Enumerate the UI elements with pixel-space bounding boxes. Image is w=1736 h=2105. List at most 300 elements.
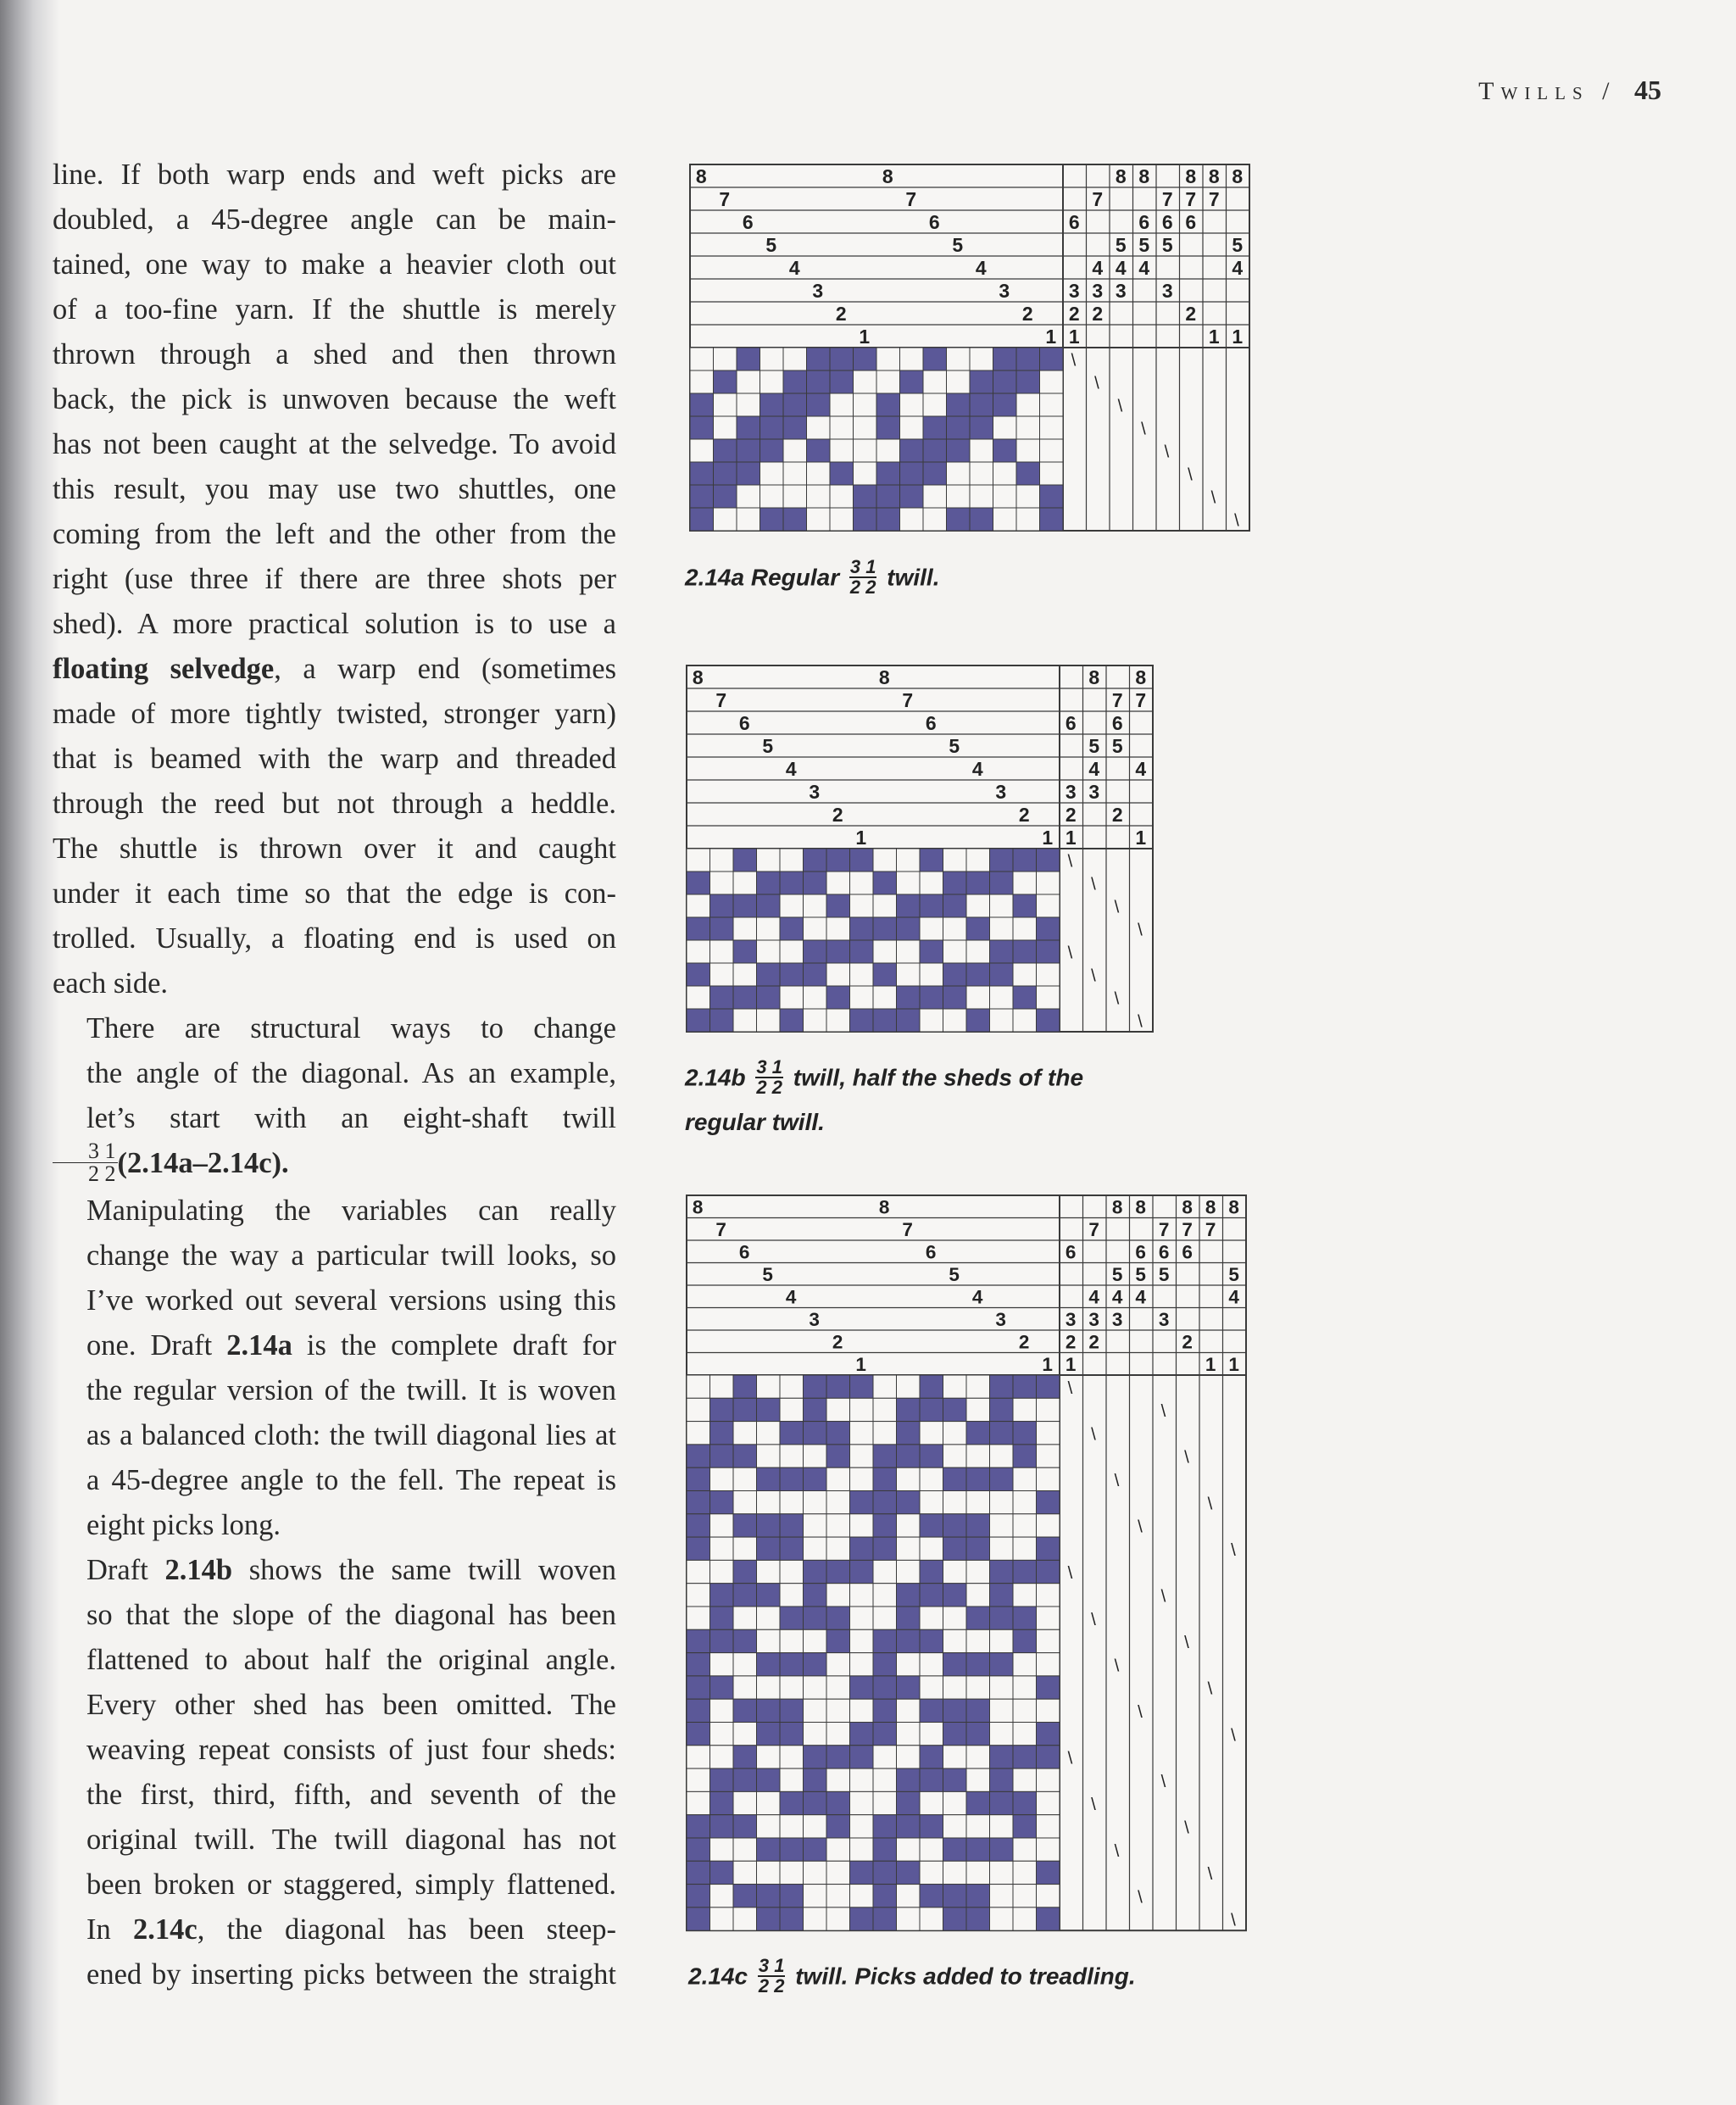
drawdown-cell-empty — [804, 894, 827, 917]
tieup-number: 6 — [1065, 1241, 1077, 1263]
drawdown-cell-filled — [780, 1722, 803, 1745]
drawdown-cell-empty — [1013, 1537, 1036, 1560]
drawdown-cell-empty — [923, 393, 947, 416]
tieup-number: 8 — [1135, 1196, 1146, 1218]
drawdown-cell-empty — [920, 1422, 943, 1445]
treadling-mark: \ — [1067, 852, 1073, 872]
drawdown-cell-empty — [897, 849, 921, 872]
drawdown-cell-empty — [1036, 1514, 1059, 1537]
drawdown-cell-empty — [989, 1537, 1012, 1560]
drawdown-cell-empty — [850, 1467, 873, 1490]
treadling-mark: \ — [1114, 1656, 1120, 1676]
drawdown-cell-filled — [1013, 1607, 1036, 1629]
drawdown-cell-filled — [826, 1815, 849, 1838]
drawdown-cell-empty — [943, 1791, 966, 1814]
drawdown-cell-empty — [966, 1584, 989, 1607]
drawdown-cell-filled — [989, 1653, 1012, 1676]
drawdown-cell-filled — [970, 393, 993, 416]
drawdown-cell-filled — [780, 872, 804, 894]
drawdown-cell-empty — [993, 485, 1017, 508]
tieup-number: 6 — [1135, 1241, 1146, 1263]
text-span: , the diagonal has been steep- — [197, 1913, 616, 1946]
drawdown-cell-filled — [989, 1607, 1012, 1629]
drawdown-cell-filled — [1013, 1445, 1036, 1467]
drawdown-cell-empty — [1013, 963, 1037, 986]
drawdown-cell-empty — [920, 1861, 943, 1884]
drawdown-cell-empty — [733, 1838, 756, 1861]
drawdown-cell-filled — [900, 439, 924, 462]
drawdown-cell-filled — [733, 1584, 756, 1607]
drawdown-cell-empty — [989, 1815, 1012, 1838]
drawdown-cell-empty — [733, 1791, 756, 1814]
drawdown-cell-filled — [780, 1907, 803, 1930]
text-line: shed). A more practical solution is to use a — [53, 608, 616, 640]
threading-number: 3 — [809, 1309, 820, 1331]
drawdown-cell-filled — [804, 1746, 826, 1768]
drawdown-cell-filled — [733, 986, 757, 1009]
drawdown-cell-filled — [804, 1607, 826, 1629]
threading-number: 6 — [738, 1241, 750, 1263]
drawdown-cell-filled — [850, 1746, 873, 1768]
tieup-number: 8 — [1111, 1196, 1123, 1218]
drawdown-cell-filled — [993, 348, 1017, 370]
tieup-number: 7 — [1158, 1219, 1170, 1241]
bold-term: 2.14b — [164, 1553, 233, 1586]
drawdown-cell-empty — [1013, 1885, 1036, 1907]
drawdown-cell-filled — [897, 917, 921, 940]
tieup-number: 4 — [1232, 257, 1244, 280]
drawdown-cell-empty — [826, 1768, 849, 1791]
drawdown-cell-filled — [850, 940, 874, 963]
drawdown-cell-empty — [804, 1537, 826, 1560]
drawdown-cell-filled — [783, 508, 807, 531]
threading-number: 6 — [742, 211, 754, 234]
treadling-mark: \ — [1160, 1401, 1166, 1422]
text-line: has not been caught at the selvedge. To avoid — [53, 428, 616, 460]
drawdown-cell-empty — [1013, 1584, 1036, 1607]
drawdown-cell-filled — [873, 917, 897, 940]
bold-term: 2.14c — [133, 1913, 198, 1946]
caption-b-label: 2.14b — [685, 1064, 746, 1091]
text-span: , a warp end (sometimes — [274, 653, 616, 685]
drawdown-cell-filled — [1013, 986, 1037, 1009]
tieup-number: 4 — [1135, 1286, 1146, 1308]
drawdown-cell-empty — [923, 508, 947, 531]
threading-number: 8 — [878, 666, 890, 689]
drawdown-cell-filled — [897, 1861, 920, 1884]
drawdown-cell-empty — [733, 872, 757, 894]
drawdown-cell-empty — [757, 1629, 780, 1652]
tieup-number: 8 — [1088, 666, 1100, 689]
text-line: of a too-fine yarn. If the shuttle is merely — [53, 293, 616, 326]
drawdown-cell-filled — [897, 1629, 920, 1652]
drawdown-cell-empty — [943, 1861, 966, 1884]
drawdown-cell-filled — [947, 416, 971, 439]
text-line: made of more tightly twisted, stronger yarn) — [53, 698, 616, 730]
threading-number: 2 — [832, 1331, 843, 1353]
text-line: through the reed but not through a heddle. — [53, 788, 616, 820]
drawdown-cell-empty — [780, 1375, 803, 1398]
drawdown-cell-empty — [1013, 1398, 1036, 1421]
drawdown-cell-filled — [804, 1560, 826, 1583]
drawdown-cell-filled — [733, 940, 757, 963]
drawdown-cell-filled — [780, 1699, 803, 1722]
drawdown-cell-empty — [826, 1838, 849, 1861]
drawdown-cell-filled — [757, 872, 781, 894]
drawdown-cell-filled — [733, 1885, 756, 1907]
drawdown-cell-filled — [737, 416, 760, 439]
text-line: each side. — [53, 967, 169, 1000]
tieup-number: 6 — [1111, 712, 1123, 735]
drawdown-cell-empty — [989, 1629, 1012, 1652]
drawdown-cell-empty — [873, 986, 897, 1009]
drawdown-cell-empty — [804, 1699, 826, 1722]
drawdown-cell-empty — [780, 1746, 803, 1768]
drawdown-cell-empty — [687, 1607, 709, 1629]
drawdown-cell-empty — [966, 849, 990, 872]
body-text-column — [53, 153, 616, 1997]
drawdown-cell-empty — [966, 940, 990, 963]
drawdown-cell-filled — [989, 1584, 1012, 1607]
drawdown-cell-filled — [757, 1514, 780, 1537]
drawdown-cell-filled — [943, 963, 967, 986]
drawdown-cell-empty — [947, 485, 971, 508]
drawdown-cell-empty — [757, 849, 781, 872]
drawdown-cell-filled — [830, 462, 854, 485]
tieup-number: 3 — [1115, 280, 1127, 303]
drawdown-cell-filled — [826, 1422, 849, 1445]
drawdown-cell-filled — [1013, 894, 1037, 917]
drawdown-cell-filled — [900, 485, 924, 508]
drawdown-cell-empty — [757, 1560, 780, 1583]
drawdown-cell-empty — [710, 1514, 733, 1537]
treadling-mark: \ — [1184, 1447, 1189, 1467]
text-span: Draft — [86, 1553, 165, 1586]
drawdown-cell-empty — [1016, 439, 1040, 462]
drawdown-cell-filled — [760, 393, 784, 416]
threading-number: 8 — [878, 1196, 890, 1218]
drawdown-cell-filled — [1036, 1537, 1059, 1560]
tieup-number: 8 — [1205, 1196, 1216, 1218]
drawdown-cell-filled — [920, 1514, 943, 1537]
tieup-number: 6 — [1185, 211, 1197, 234]
drawdown-cell-empty — [897, 1375, 920, 1398]
drawdown-cell-filled — [826, 894, 850, 917]
drawdown-cell-empty — [854, 439, 877, 462]
drawdown-cell-empty — [780, 1768, 803, 1791]
drawdown-cell-filled — [757, 1722, 780, 1745]
drawdown-cell-empty — [687, 986, 710, 1009]
drawdown-cell-filled — [1037, 940, 1060, 963]
drawdown-cell-filled — [804, 849, 827, 872]
drawdown-cell-filled — [873, 1514, 896, 1537]
drawdown-cell-empty — [733, 917, 757, 940]
treadling-mark: \ — [1184, 1818, 1189, 1838]
drawdown-cell-filled — [807, 348, 831, 370]
text-line: I’ve worked out several versions using this — [86, 1284, 616, 1317]
drawdown-cell-empty — [826, 1467, 849, 1490]
treadling-mark: \ — [1234, 511, 1239, 531]
drawdown-cell-filled — [1013, 1375, 1036, 1398]
text-line: line. If both warp ends and weft picks are — [53, 159, 616, 191]
drawdown-cell-filled — [710, 1768, 733, 1791]
threading-number: 2 — [1018, 804, 1030, 827]
treadling-mark: \ — [1114, 989, 1120, 1009]
text-line: tained, one way to make a heavier cloth out — [53, 248, 616, 281]
drawdown-cell-empty — [897, 1722, 920, 1745]
drawdown-cell-empty — [733, 1676, 756, 1699]
text-line: that is beamed with the warp and threaded — [53, 743, 616, 775]
drawdown-cell-filled — [943, 1885, 966, 1907]
drawdown-cell-empty — [920, 872, 943, 894]
drawdown-cell-empty — [966, 1560, 989, 1583]
caption-a-frac-num: 3 1 — [849, 556, 876, 577]
drawdown-cell-empty — [943, 1375, 966, 1398]
drawdown-cell-filled — [923, 348, 947, 370]
drawdown-cell-empty — [710, 1722, 733, 1745]
drawdown-cell-empty — [780, 1629, 803, 1652]
drawdown-cell-filled — [993, 393, 1017, 416]
drawdown-cell-filled — [710, 1422, 733, 1445]
drawdown-cell-empty — [873, 1746, 896, 1768]
drawdown-cell-filled — [780, 963, 804, 986]
drawdown-cell-empty — [1036, 1422, 1059, 1445]
drawdown-cell-empty — [920, 1676, 943, 1699]
drawdown-cell-empty — [710, 940, 734, 963]
drawdown-cell-filled — [966, 917, 990, 940]
tieup-number: 8 — [1232, 165, 1244, 188]
drawdown-cell-filled — [966, 1537, 989, 1560]
tieup-number: 3 — [1065, 781, 1077, 804]
drawdown-cell-filled — [780, 1791, 803, 1814]
treadling-mark: \ — [1094, 374, 1099, 393]
threading-number: 4 — [975, 257, 987, 280]
text-line: been broken or staggered, simply flattened. — [86, 1868, 616, 1901]
drawdown-cell-filled — [897, 1791, 920, 1814]
drawdown-cell-filled — [989, 1398, 1012, 1421]
drawdown-cell-empty — [710, 849, 734, 872]
text-line: right (use three if there are three shots per — [53, 563, 616, 595]
drawdown-cell-filled — [687, 1537, 709, 1560]
drawdown-cell-filled — [804, 1768, 826, 1791]
drawdown-cell-filled — [733, 849, 757, 872]
drawdown-cell-empty — [826, 1537, 849, 1560]
drawdown-cell-empty — [807, 462, 831, 485]
drawdown-cell-empty — [687, 849, 710, 872]
tieup-number: 4 — [1088, 758, 1100, 781]
drawdown-cell-filled — [826, 1746, 849, 1768]
drawdown-cell-filled — [826, 1560, 849, 1583]
treadling-mark: \ — [1231, 1910, 1236, 1930]
drawdown-cell-empty — [780, 940, 804, 963]
drawdown-cell-filled — [989, 1768, 1012, 1791]
drawdown-cell-empty — [993, 416, 1017, 439]
drawdown-cell-filled — [990, 849, 1014, 872]
drawdown-cell-empty — [850, 986, 874, 1009]
drawdown-cell-empty — [1013, 1838, 1036, 1861]
threading-number: 2 — [1018, 1331, 1030, 1353]
drawdown-cell-filled — [920, 1560, 943, 1583]
drawdown-cell-empty — [804, 1676, 826, 1699]
drawdown-cell-filled — [757, 1907, 780, 1930]
drawdown-cell-filled — [1013, 1791, 1036, 1814]
drawdown-cell-filled — [1036, 1861, 1059, 1884]
drawdown-cell-empty — [970, 348, 993, 370]
drawdown-cell-empty — [966, 1676, 989, 1699]
drawdown-cell-empty — [757, 1815, 780, 1838]
drawdown-cell-empty — [850, 1885, 873, 1907]
drawdown-cell-filled — [804, 1375, 826, 1398]
drawdown-cell-empty — [687, 894, 710, 917]
drawdown-cell-filled — [943, 1653, 966, 1676]
drawdown-cell-filled — [804, 963, 827, 986]
drawdown-cell-filled — [710, 1861, 733, 1884]
drawdown-cell-empty — [850, 1629, 873, 1652]
tieup-number: 1 — [1208, 326, 1220, 348]
drawdown-cell-filled — [873, 1815, 896, 1838]
drawdown-cell-empty — [897, 1838, 920, 1861]
drawdown-cell-filled — [690, 462, 714, 485]
threading-number: 3 — [812, 280, 824, 303]
threading-number: 3 — [995, 781, 1007, 804]
treadling-mark: \ — [1114, 1471, 1120, 1491]
drawdown-cell-filled — [804, 872, 827, 894]
drawdown-cell-empty — [826, 1907, 849, 1930]
threading-number: 4 — [971, 1286, 983, 1308]
drawdown-cell-empty — [873, 1791, 896, 1814]
caption-b-frac-den: 2 2 — [756, 1077, 782, 1098]
drawdown-cell-empty — [850, 1791, 873, 1814]
tieup-number: 2 — [1065, 1331, 1077, 1353]
drawdown-cell-filled — [687, 872, 710, 894]
treadling-mark: \ — [1188, 465, 1193, 485]
drawdown-cell-filled — [947, 508, 971, 531]
threading-number: 5 — [949, 1264, 960, 1286]
drawdown-cell-empty — [780, 1490, 803, 1513]
drawdown-cell-empty — [920, 1607, 943, 1629]
drawdown-cell-filled — [760, 508, 784, 531]
drawdown-cell-empty — [687, 1746, 709, 1768]
drawdown-cell-filled — [966, 1422, 989, 1445]
drawdown-cell-empty — [1037, 963, 1060, 986]
treadling-mark: \ — [1114, 898, 1120, 917]
drawdown-cell-empty — [1036, 1838, 1059, 1861]
drawdown-cell-filled — [830, 348, 854, 370]
text-line: eight picks long. — [86, 1508, 281, 1541]
drawdown-cell-empty — [760, 485, 784, 508]
drawdown-cell-filled — [826, 1375, 849, 1398]
tieup-number: 8 — [1138, 165, 1150, 188]
threading-number: 6 — [738, 712, 750, 735]
threading-number: 8 — [695, 165, 707, 188]
drawdown-cell-filled — [897, 1584, 920, 1607]
drawdown-cell-empty — [854, 462, 877, 485]
drawdown-cell-empty — [783, 348, 807, 370]
drawdown-cell-empty — [1036, 1607, 1059, 1629]
tieup-number: 4 — [1092, 257, 1104, 280]
caption-c-frac-num: 3 1 — [758, 1955, 785, 1976]
drawdown-cell-filled — [714, 370, 737, 393]
drawdown-cell-empty — [943, 849, 967, 872]
paragraph-4 — [53, 1548, 616, 1907]
drawdown-cell-empty — [989, 1490, 1012, 1513]
drawdown-cell-empty — [780, 1861, 803, 1884]
drawdown-cell-filled — [989, 1560, 1012, 1583]
drawdown-cell-filled — [687, 1009, 710, 1032]
tieup-number: 5 — [1232, 234, 1244, 257]
text-span: In — [86, 1913, 133, 1946]
text-line: a 45-degree angle to the fell. The repeat is — [86, 1463, 616, 1496]
drawdown-cell-filled — [733, 1375, 756, 1398]
drawdown-cell-filled — [826, 1629, 849, 1652]
drawdown-cell-empty — [1016, 416, 1040, 439]
tieup-number: 8 — [1182, 1196, 1193, 1218]
drawdown-cell-empty — [943, 917, 967, 940]
text-line — [53, 647, 616, 692]
drawdown-cell-empty — [920, 1838, 943, 1861]
drawdown-cell-filled — [826, 940, 850, 963]
drawdown-cell-filled — [966, 1885, 989, 1907]
drawdown-cell-filled — [1016, 348, 1040, 370]
drawdown-cell-empty — [804, 1907, 826, 1930]
drawdown-cell-filled — [873, 1676, 896, 1699]
threading-number: 1 — [1045, 326, 1057, 348]
drawdown-cell-filled — [690, 508, 714, 531]
drawdown-cell-empty — [873, 1768, 896, 1791]
drawdown-cell-empty — [710, 1885, 733, 1907]
drawdown-cell-filled — [990, 963, 1014, 986]
drawdown-cell-filled — [923, 439, 947, 462]
bold-term: floating selvedge — [53, 653, 275, 685]
drawdown-cell-empty — [804, 1861, 826, 1884]
tieup-number: 1 — [1068, 326, 1080, 348]
drawdown-cell-empty — [1037, 986, 1060, 1009]
text-line: so that the slope of the diagonal has been — [86, 1598, 616, 1631]
text-span: shows the same twill woven — [232, 1553, 616, 1586]
text-line: flattened to about half the original angle. — [86, 1643, 616, 1676]
drawdown-cell-empty — [923, 370, 947, 393]
drawdown-cell-empty — [733, 1722, 756, 1745]
drawdown-cell-filled — [826, 1607, 849, 1629]
drawdown-cell-empty — [943, 940, 967, 963]
drawdown-cell-empty — [733, 1009, 757, 1032]
drawdown-cell-filled — [804, 1791, 826, 1814]
tieup-number: 1 — [1205, 1354, 1216, 1376]
drawdown-cell-empty — [850, 1445, 873, 1467]
drawdown-cell-filled — [897, 1398, 920, 1421]
drawdown-cell-empty — [897, 963, 921, 986]
drawdown-cell-filled — [850, 1560, 873, 1583]
drawdown-cell-empty — [757, 1676, 780, 1699]
treadling-mark: \ — [1071, 351, 1077, 370]
drawdown-cell-empty — [1036, 1815, 1059, 1838]
drawdown-cell-filled — [687, 917, 710, 940]
drawdown-cell-empty — [804, 1490, 826, 1513]
drawdown-cell-filled — [1013, 1422, 1036, 1445]
drawdown-cell-empty — [1013, 1861, 1036, 1884]
caption-2-14c — [688, 1955, 1136, 1997]
drawdown-cell-filled — [757, 1467, 780, 1490]
drawdown-cell-empty — [687, 1584, 709, 1607]
drawdown-cell-empty — [850, 1653, 873, 1676]
drawdown-cell-empty — [687, 1560, 709, 1583]
drawdown-cell-filled — [993, 439, 1017, 462]
paragraph-2 — [53, 1006, 616, 1189]
drawdown-cell-filled — [873, 1838, 896, 1861]
drawdown-cell-filled — [943, 986, 967, 1009]
threading-number: 4 — [971, 758, 983, 781]
drawdown-cell-filled — [737, 348, 760, 370]
